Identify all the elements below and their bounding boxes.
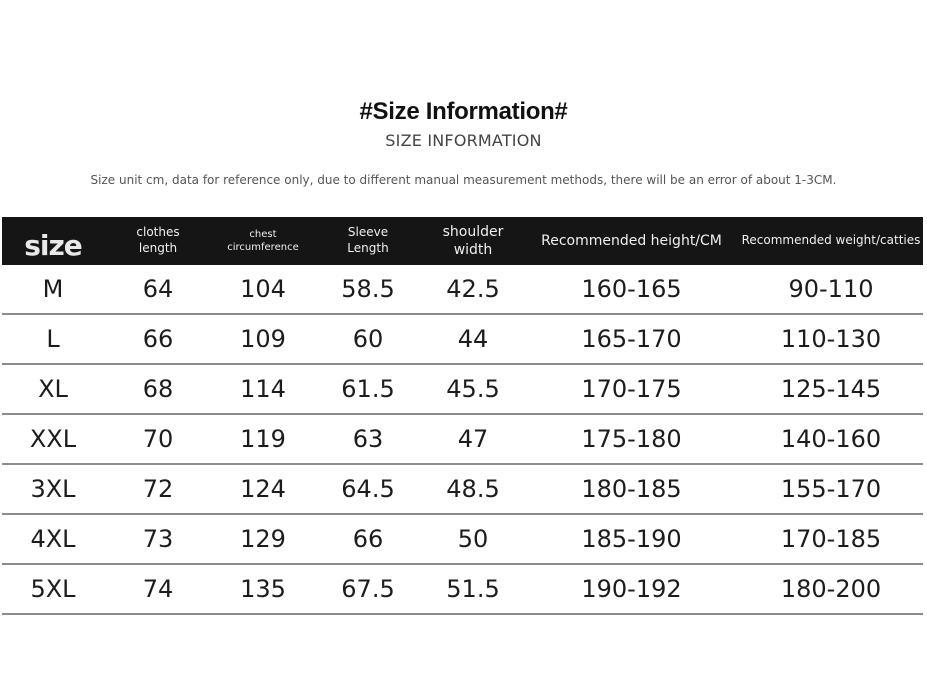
cell-chest: 119: [240, 425, 286, 453]
cell-chest: 124: [240, 475, 286, 503]
column-header-line2: length: [138, 241, 178, 255]
column-header-size: [2, 217, 104, 265]
cell-clothes-length: 74: [142, 575, 174, 603]
cell-chest: 129: [240, 525, 286, 553]
column-header-line1: Recommended height/CM: [541, 232, 722, 249]
cell-weight: 180-200: [780, 575, 882, 603]
cell-chest: 104: [240, 275, 286, 303]
table-row: [2, 465, 923, 515]
cell-shoulder: 42.5: [446, 275, 500, 303]
cell-clothes-length: 73: [142, 525, 174, 553]
cell-shoulder: 51.5: [446, 575, 500, 603]
cell-clothes-length: 64: [142, 275, 174, 303]
measurement-note: Size unit cm, data for reference only, due to different manual measurement methods, there will be an error of about 1-3CM.: [90, 173, 837, 187]
page-subtitle: SIZE INFORMATION: [385, 131, 542, 150]
column-header-line2: Length: [347, 241, 389, 255]
cell-shoulder: 45.5: [446, 375, 500, 403]
column-header-line2: circumference: [227, 242, 299, 253]
cell-shoulder: 47: [457, 425, 489, 453]
cell-weight: 155-170: [780, 475, 882, 503]
cell-height: 190-192: [581, 575, 682, 603]
cell-size: L: [46, 325, 60, 353]
cell-height: 170-175: [581, 375, 682, 403]
cell-clothes-length: 72: [142, 475, 174, 503]
column-header-line2: width: [453, 242, 493, 258]
table-row: [2, 265, 923, 315]
cell-weight: 90-110: [788, 275, 874, 303]
cell-sleeve: 61.5: [341, 375, 395, 403]
cell-sleeve: 63: [352, 425, 384, 453]
column-header-line1: chest: [249, 229, 277, 240]
column-header-line1: shoulder: [442, 223, 504, 240]
cell-clothes-length: 70: [142, 425, 174, 453]
column-header-clothes-length: [104, 217, 212, 265]
cell-clothes-length: 68: [142, 375, 174, 403]
cell-sleeve: 60: [352, 325, 384, 353]
column-header-sleeve-length: [314, 217, 422, 265]
table-row: [2, 415, 923, 465]
cell-clothes-length: 66: [142, 325, 174, 353]
cell-size: XXL: [29, 425, 77, 453]
column-header-size-label: size: [24, 228, 82, 262]
cell-size: 3XL: [30, 475, 76, 503]
column-header-recommended-weight: [739, 217, 923, 265]
cell-sleeve: 64.5: [341, 475, 395, 503]
cell-weight: 140-160: [780, 425, 882, 453]
table-row: [2, 515, 923, 565]
cell-shoulder: 50: [457, 525, 489, 553]
cell-chest: 114: [240, 375, 286, 403]
cell-size: M: [42, 275, 64, 303]
column-header-chest-circumference: [212, 217, 314, 265]
cell-size: 4XL: [30, 525, 76, 553]
cell-size: XL: [38, 375, 68, 403]
cell-height: 180-185: [581, 475, 682, 503]
cell-height: 175-180: [581, 425, 682, 453]
table-row: [2, 315, 923, 365]
cell-shoulder: 48.5: [446, 475, 500, 503]
column-header-line1: Sleeve: [347, 225, 389, 240]
table-row: [2, 365, 923, 415]
size-table: [2, 217, 923, 615]
cell-sleeve: 67.5: [341, 575, 395, 603]
cell-height: 165-170: [581, 325, 682, 353]
cell-weight: 170-185: [780, 525, 882, 553]
column-header-shoulder-width: [422, 217, 524, 265]
cell-sleeve: 66: [352, 525, 384, 553]
column-header-line1: Recommended weight/catties: [741, 233, 921, 248]
table-row: [2, 565, 923, 615]
cell-sleeve: 58.5: [341, 275, 395, 303]
cell-shoulder: 44: [457, 325, 489, 353]
column-header-line1: clothes: [136, 225, 180, 240]
cell-weight: 125-145: [780, 375, 882, 403]
cell-chest: 135: [240, 575, 286, 603]
cell-height: 185-190: [581, 525, 682, 553]
column-header-recommended-height: [524, 217, 739, 265]
cell-weight: 110-130: [780, 325, 882, 353]
page-title: #Size Information#: [359, 98, 568, 125]
table-header: [2, 217, 923, 265]
cell-chest: 109: [240, 325, 286, 353]
cell-height: 160-165: [581, 275, 682, 303]
cell-size: 5XL: [30, 575, 76, 603]
